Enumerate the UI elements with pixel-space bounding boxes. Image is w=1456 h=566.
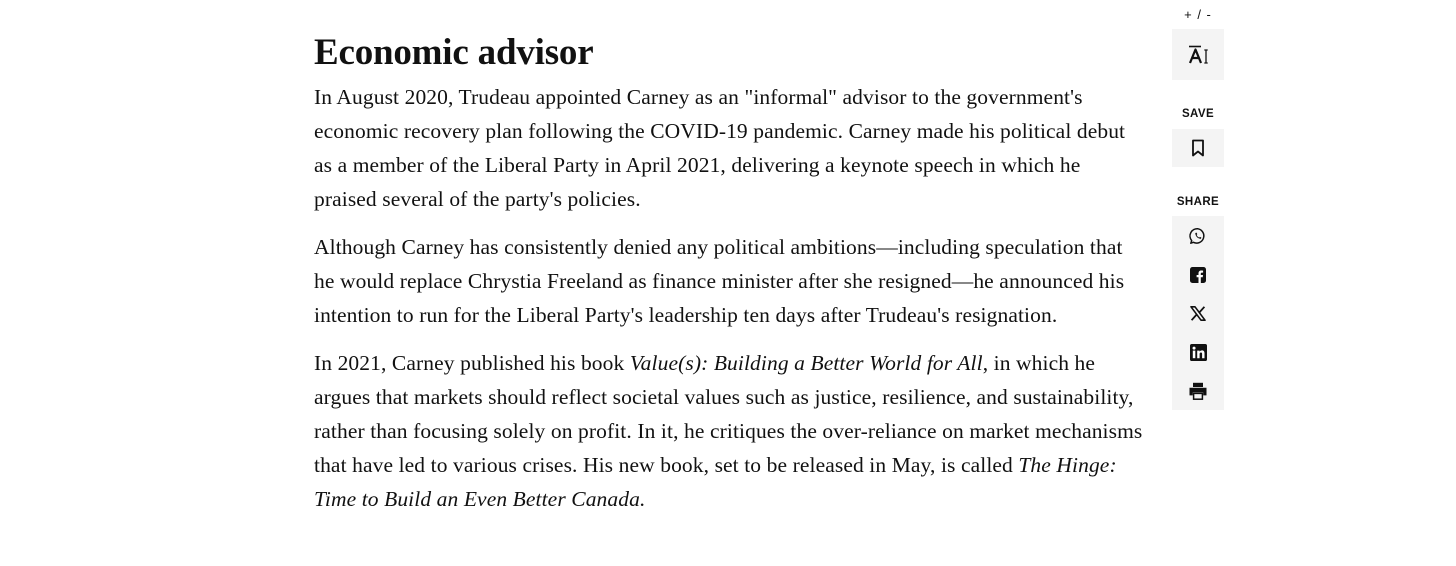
- text-size-icon: [1187, 44, 1209, 66]
- paragraph-economic-advisor: In August 2020, Trudeau appointed Carney as an "informal" advisor to the government's economic recovery plan following the COVID-19 pandemic. Carney made his political debut as a member of the Liberal Party in April 2021, delivering a keynote speech in which he praised several of the party's policies.: [314, 85, 1126, 211]
- x-icon: [1190, 306, 1206, 321]
- share-label: SHARE: [1176, 196, 1220, 208]
- linkedin-icon: [1190, 344, 1207, 361]
- paragraph-books: [314, 346, 1144, 516]
- share-whatsapp-button[interactable]: [1172, 218, 1224, 254]
- paragraph-books-text-1: In 2021, Carney published his book: [314, 351, 630, 375]
- save-label: SAVE: [1181, 108, 1215, 120]
- share-buttons: [1172, 216, 1224, 410]
- print-button[interactable]: [1172, 373, 1224, 409]
- share-facebook-button[interactable]: [1172, 257, 1224, 293]
- bookmark-icon: [1190, 139, 1206, 157]
- share-x-button[interactable]: [1172, 295, 1224, 331]
- whatsapp-icon: [1189, 227, 1207, 245]
- save-button[interactable]: [1172, 129, 1224, 167]
- zoom-label: + / -: [1184, 7, 1212, 22]
- book-title-the-hinge: The Hinge: Time to Build an Even Better Canada.: [314, 453, 1117, 511]
- share-linkedin-button[interactable]: [1172, 334, 1224, 370]
- paragraph-books-text-2: , in which he argues that markets should reflect societal values such as justice, resilience, and sustainability, rather than focusing solely on profit. In it, he critiques the over-reliance on market mechanisms that have led to various crises. His new book, set to be released in May, is called: [314, 351, 1143, 477]
- facebook-icon: [1190, 267, 1206, 283]
- text-size-button[interactable]: [1172, 29, 1224, 80]
- book-title-values: Value(s): Building a Better World for All: [629, 351, 983, 375]
- article-section: [314, 30, 1144, 530]
- print-icon: [1188, 382, 1208, 400]
- paragraph-political-ambitions: Although Carney has consistently denied any political ambitions—including speculation that he would replace Chrystia Freeland as finance minister after she resigned—he announced his intention to run for the Liberal Party's leadership ten days after Trudeau's resignation.: [314, 235, 1125, 327]
- section-heading: Economic advisor: [314, 32, 594, 73]
